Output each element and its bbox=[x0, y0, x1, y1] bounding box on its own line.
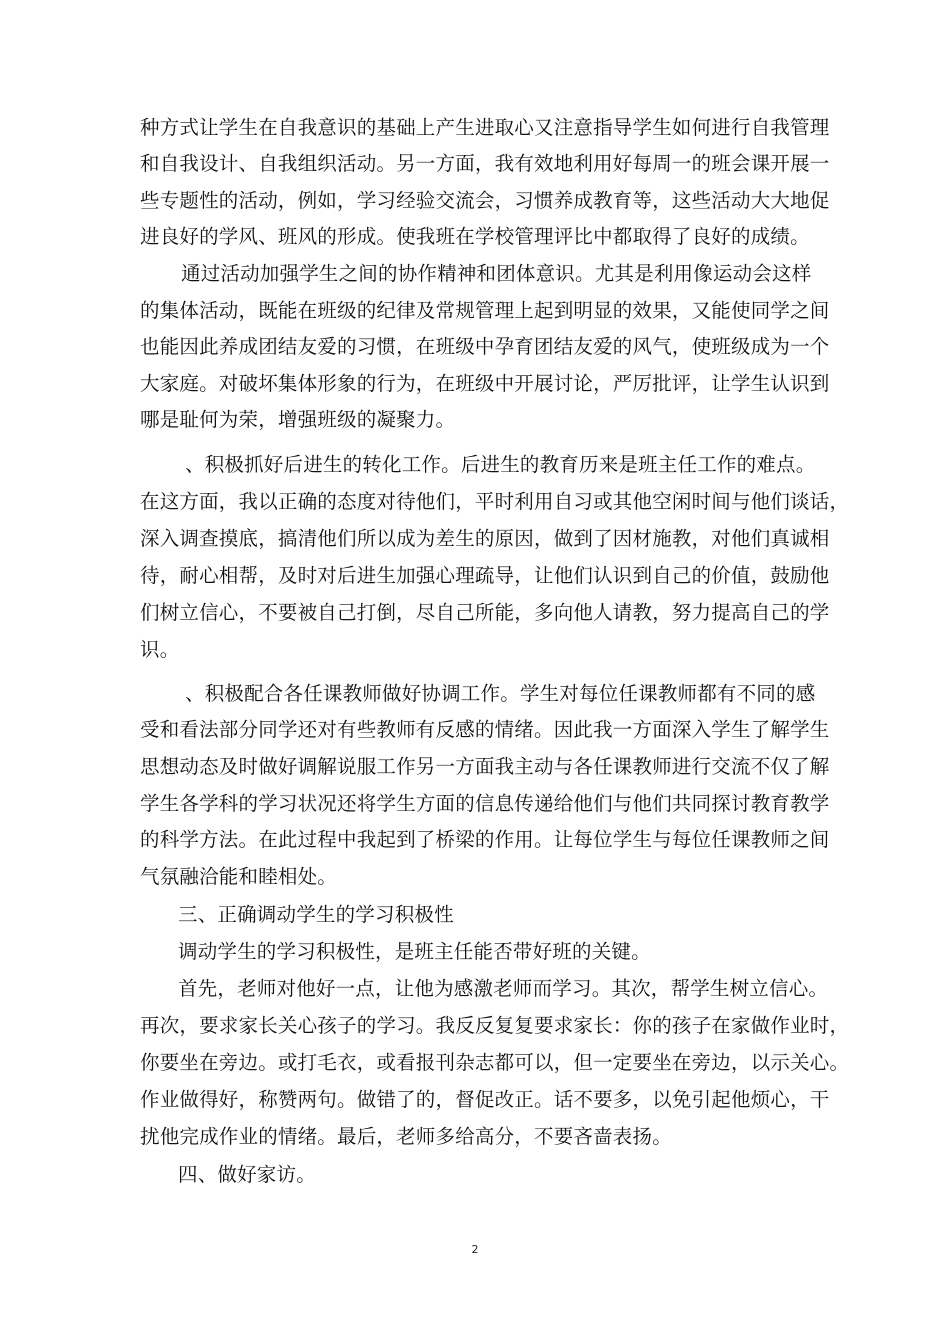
text-line: 识。 bbox=[140, 638, 180, 661]
text-line: 扰他完成作业的情绪。最后，老师多给高分，不要吝啬表扬。 bbox=[140, 1125, 672, 1148]
text-line: 学生各学科的学习状况还将学生方面的信息传递给他们与他们共同探讨教育教学 bbox=[140, 792, 830, 815]
text-line: 也能因此养成团结友爱的习惯，在班级中孕育团结友爱的风气，使班级成为一个 bbox=[140, 335, 830, 358]
text-line: 深入调查摸底，搞清他们所以成为差生的原因，做到了因材施教，对他们真诚相 bbox=[140, 527, 830, 550]
paragraph-first-line: 调动学生的学习积极性，是班主任能否带好班的关键。 bbox=[178, 940, 651, 963]
text-line: 你要坐在旁边。或打毛衣，或看报刊杂志都可以，但一定要坐在旁边，以示关心。 bbox=[140, 1051, 850, 1074]
text-line: 思想动态及时做好调解说服工作另一方面我主动与各任课教师进行交流不仅了解 bbox=[140, 755, 830, 778]
text-line: 受和看法部分同学还对有些教师有反感的情绪。因此我一方面深入学生了解学生 bbox=[140, 718, 830, 741]
paragraph-first-line: 、积极配合各任课教师做好协调工作。学生对每位任课教师都有不同的感 bbox=[185, 682, 816, 705]
text-line: 进良好的学风、班风的形成。使我班在学校管理评比中都取得了良好的成绩。 bbox=[140, 225, 810, 248]
text-line: 待，耐心相帮，及时对后进生加强心理疏导，让他们认识到自己的价值，鼓励他 bbox=[140, 564, 830, 587]
text-line: 们树立信心，不要被自己打倒，尽自己所能，多向他人请教，努力提高自己的学 bbox=[140, 601, 830, 624]
paragraph-first-line: 通过活动加强学生之间的协作精神和团体意识。尤其是利用像运动会这样 bbox=[181, 262, 812, 285]
section-heading: 三、正确调动学生的学习积极性 bbox=[178, 903, 454, 926]
text-line: 种方式让学生在自我意识的基础上产生进取心又注意指导学生如何进行自我管理 bbox=[140, 116, 830, 139]
page-number: 2 bbox=[471, 1243, 479, 1256]
section-heading: 四、做好家访。 bbox=[178, 1163, 316, 1186]
text-line: 些专题性的活动，例如，学习经验交流会，习惯养成教育等，这些活动大大地促 bbox=[140, 189, 830, 212]
paragraph-first-line: 、积极抓好后进生的转化工作。后进生的教育历来是班主任工作的难点。 bbox=[185, 453, 816, 476]
paragraph-first-line: 首先，老师对他好一点，让他为感激老师而学习。其次，帮学生树立信心。 bbox=[178, 977, 829, 1000]
text-line: 气氛融洽能和睦相处。 bbox=[140, 865, 338, 888]
text-line: 的集体活动，既能在班级的纪律及常规管理上起到明显的效果，又能使同学之间 bbox=[140, 299, 830, 322]
text-line: 和自我设计、自我组织活动。另一方面，我有效地利用好每周一的班会课开展一 bbox=[140, 152, 830, 175]
text-line: 再次，要求家长关心孩子的学习。我反反复复要求家长：你的孩子在家做作业时， bbox=[140, 1014, 850, 1037]
text-line: 大家庭。对破坏集体形象的行为，在班级中开展讨论，严厉批评，让学生认识到 bbox=[140, 372, 830, 395]
text-line: 在这方面，我以正确的态度对待他们，平时利用自习或其他空闲时间与他们谈话， bbox=[140, 490, 850, 513]
text-line: 哪是耻何为荣，增强班级的凝聚力。 bbox=[140, 408, 456, 431]
text-line: 作业做得好，称赞两句。做错了的，督促改正。话不要多，以免引起他烦心，干 bbox=[140, 1088, 830, 1111]
text-line: 的科学方法。在此过程中我起到了桥梁的作用。让每位学生与每位任课教师之间 bbox=[140, 828, 830, 851]
